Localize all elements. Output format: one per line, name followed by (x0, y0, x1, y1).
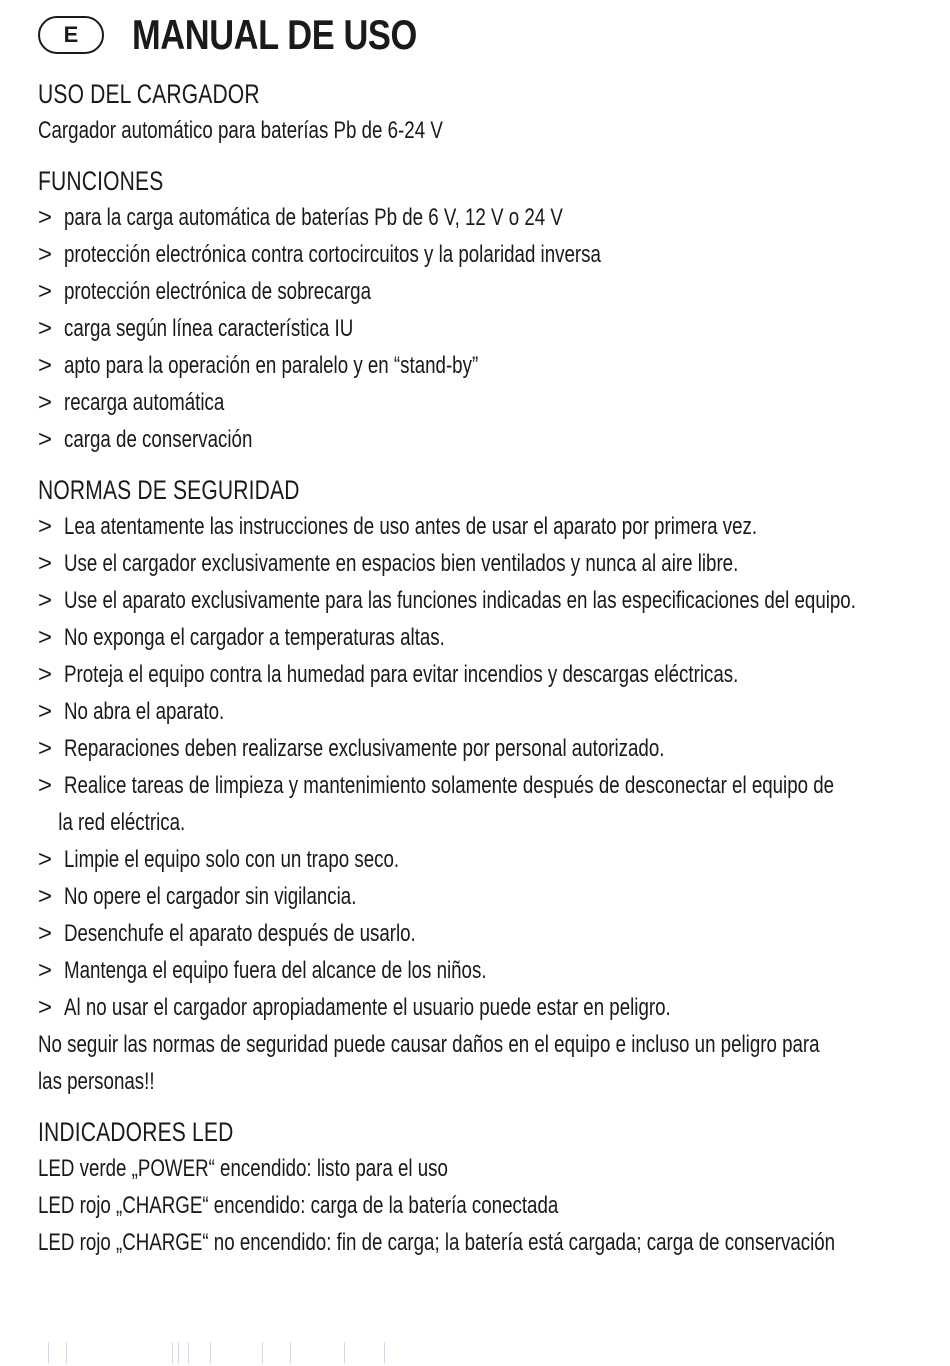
section-seguridad (38, 472, 918, 1100)
bullet-marker: > (38, 352, 53, 379)
list-item (38, 421, 918, 458)
list-item (38, 199, 918, 236)
scan-mark (210, 1342, 211, 1364)
scan-mark (48, 1342, 49, 1364)
list-item (38, 582, 918, 619)
list-item (38, 841, 918, 878)
list-item (38, 619, 918, 656)
bullet-marker: > (38, 920, 53, 947)
list-item (38, 236, 918, 273)
list-item (38, 730, 918, 767)
list-item-text: Use el cargador exclusivamente en espacios bien ventilados y nunca al aire libre. (64, 550, 739, 577)
list-item (38, 878, 918, 915)
bullet-marker: > (38, 883, 53, 910)
list-item (38, 952, 918, 989)
scan-mark (384, 1342, 385, 1364)
list-item-text: No opere el cargador sin vigilancia. (64, 883, 357, 910)
bullet-marker: > (38, 846, 53, 873)
scan-mark (66, 1342, 67, 1364)
scan-mark (188, 1342, 189, 1364)
list-item-text: protección electrónica de sobrecarga (64, 278, 371, 305)
list-item (38, 767, 918, 804)
bullet-marker: > (38, 389, 53, 416)
manual-header (38, 8, 918, 62)
bullet-marker: > (38, 315, 53, 342)
scan-mark (178, 1342, 179, 1364)
section-heading-seguridad: NORMAS DE SEGURIDAD (38, 475, 300, 505)
language-badge: E (38, 16, 104, 54)
list-item-text: Realice tareas de limpieza y mantenimiento solamente después de desconectar el equipo de (64, 772, 835, 799)
bullet-marker: > (38, 957, 53, 984)
section-heading-led: INDICADORES LED (38, 1117, 234, 1147)
list-item-text: Desenchufe el aparato después de usarlo. (64, 920, 416, 947)
led-line: LED rojo „CHARGE“ encendido: carga de la batería conectada (38, 1192, 559, 1219)
bullet-marker: > (38, 587, 53, 614)
list-item (38, 384, 918, 421)
bullet-marker: > (38, 513, 53, 540)
list-item-text: para la carga automática de baterías Pb de 6 V, 12 V o 24 V (64, 204, 563, 231)
bullet-marker: > (38, 550, 53, 577)
list-item (38, 347, 918, 384)
list-item-text: protección electrónica contra cortocircuitos y la polaridad inversa (64, 241, 601, 268)
section-funciones (38, 163, 918, 458)
list-item-text: No exponga el cargador a temperaturas altas. (64, 624, 445, 651)
page-title: MANUAL DE USO (132, 11, 417, 58)
list-item-text: Use el aparato exclusivamente para las funciones indicadas en las especificaciones del equipo. (64, 587, 856, 614)
list-item (38, 545, 918, 582)
list-item (38, 508, 918, 545)
scan-mark (344, 1342, 345, 1364)
scan-mark (172, 1342, 173, 1364)
list-item-text: Limpie el equipo solo con un trapo seco. (64, 846, 400, 873)
list-item-continuation: la red eléctrica. (58, 809, 186, 836)
list-item-text: carga de conservación (64, 426, 253, 453)
bullet-marker: > (38, 661, 53, 688)
scan-mark (290, 1342, 291, 1364)
list-item-text: recarga automática (64, 389, 225, 416)
list-item-text: Mantenga el equipo fuera del alcance de los niños. (64, 957, 487, 984)
bullet-marker: > (38, 278, 53, 305)
list-item (38, 693, 918, 730)
list-item-text: Al no usar el cargador apropiadamente el usuario puede estar en peligro. (64, 994, 671, 1021)
bullet-marker: > (38, 698, 53, 725)
bullet-marker: > (38, 772, 53, 799)
list-item-text: No abra el aparato. (64, 698, 225, 725)
bullet-marker: > (38, 426, 53, 453)
list-item (38, 989, 918, 1026)
section-heading-funciones: FUNCIONES (38, 166, 164, 196)
bullet-marker: > (38, 624, 53, 651)
list-item-text: Lea atentamente las instrucciones de uso antes de usar el aparato por primera vez. (64, 513, 758, 540)
list-item (38, 273, 918, 310)
safety-warning: No seguir las normas de seguridad puede causar daños en el equipo e incluso un peligro para (38, 1031, 820, 1058)
bullet-marker: > (38, 994, 53, 1021)
scan-mark (262, 1342, 263, 1364)
scan-artifact-marks (48, 1340, 448, 1366)
uso-description: Cargador automático para baterías Pb de 6-24 V (38, 117, 443, 144)
list-item (38, 656, 918, 693)
section-uso (38, 76, 918, 149)
manual-page (38, 8, 918, 1275)
list-item (38, 915, 918, 952)
section-led (38, 1114, 918, 1261)
bullet-marker: > (38, 241, 53, 268)
list-item-text: apto para la operación en paralelo y en “stand-by” (64, 352, 479, 379)
list-item-text: Proteja el equipo contra la humedad para evitar incendios y descargas eléctricas. (64, 661, 739, 688)
section-heading-uso: USO DEL CARGADOR (38, 79, 260, 109)
list-item-text: carga según línea característica IU (64, 315, 354, 342)
led-line: LED verde „POWER“ encendido: listo para el uso (38, 1155, 448, 1182)
list-item-text: Reparaciones deben realizarse exclusivamente por personal autorizado. (64, 735, 665, 762)
bullet-marker: > (38, 204, 53, 231)
led-line: LED rojo „CHARGE“ no encendido: fin de carga; la batería está cargada; carga de conservación (38, 1229, 836, 1256)
list-item (38, 310, 918, 347)
safety-warning-continuation: las personas!! (38, 1068, 155, 1095)
bullet-marker: > (38, 735, 53, 762)
